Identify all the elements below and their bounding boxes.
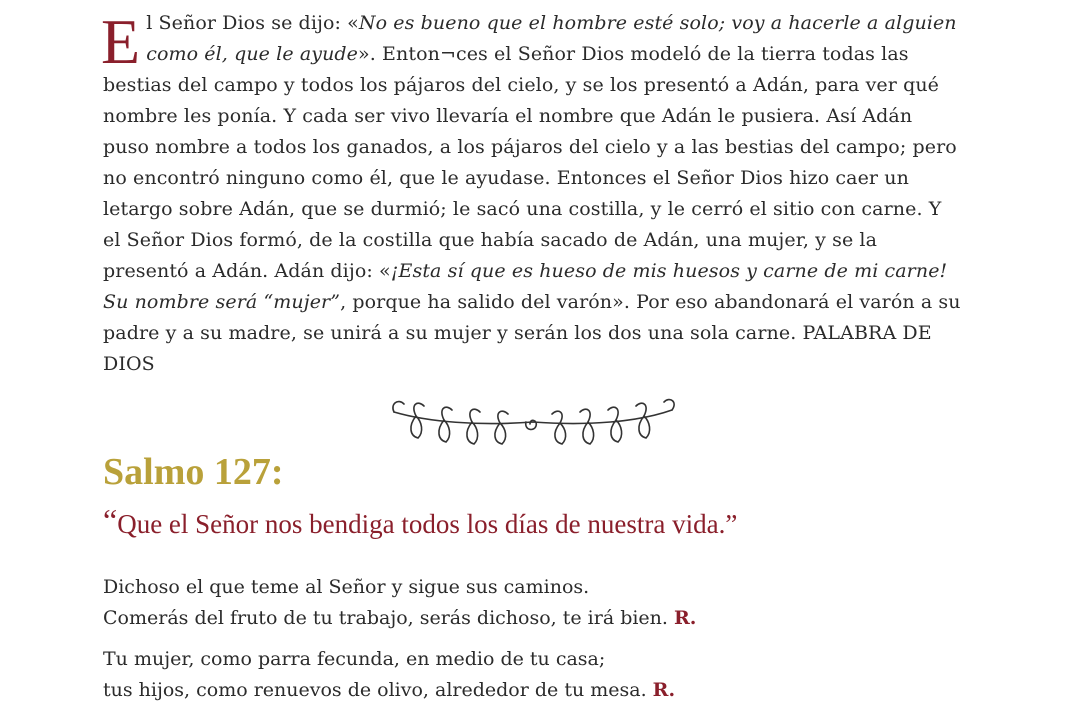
document-page (103, 8, 963, 706)
reading-text-3: , porque ha salido del varón». Por eso abandonará el varón a su padre y a su madre, se unirá a su mujer y serán los dos una sola carne. PALABRA DE DIOS (103, 291, 961, 375)
reading-text-1: l Señor Dios se dijo: « (146, 12, 359, 34)
psalm-antiphon (103, 502, 963, 542)
stanza-line: Dichoso el que teme al Señor y sigue sus caminos. (103, 576, 590, 598)
stanza-line: Tu mujer, como parra fecunda, en medio de tu casa; (103, 648, 606, 670)
reading-text-2: ». Enton¬ces el Señor Dios modeló de la tierra todas las bestias del campo y todos los pájaros del cielo, y se los presentó a Adán, para ver qué nombre les ponía. Y cada ser vivo llevaría el nombre que Adán le pusiera. Así Adán puso nombre a todos los ganados, a los pájaros del cielo y a las bestias del campo; pero no encontró ninguno como él, que le ayudase. Entonces el Señor Dios hizo caer un letargo sobre Adán, que se durmió; le sacó una costilla, y le cerró el sitio con carne. Y el Señor Dios formó, de la costilla que había sacado de Adán, una mujer, y se la presentó a Adán. Adán dijo: « (103, 43, 957, 282)
response-marker: R. (652, 679, 676, 701)
antiphon-open-quote: “ (103, 502, 118, 538)
psalm-title: Salmo 127: (103, 451, 284, 493)
reading-quote-2: ¡Esta sí que es hueso de mis huesos y carne de mi carne! Su nombre será “mujer” (103, 260, 948, 313)
psalm-stanza (103, 572, 963, 634)
response-marker: R. (674, 607, 697, 629)
antiphon-close-quote: ” (725, 509, 738, 539)
first-reading (103, 8, 963, 380)
reading-quote-1: No es bueno que el hombre esté solo; voy a hacerle a alguien como él, que le ayude (146, 12, 957, 65)
stanza-line: tus hijos, como renuevos de olivo, alrededor de tu mesa. (103, 679, 647, 701)
leaf-vine-divider-icon (388, 392, 678, 448)
antiphon-text: Que el Señor nos bendiga todos los días de nuestra vida. (117, 509, 726, 539)
stanza-line: Comerás del fruto de tu trabajo, serás dichoso, te irá bien. (103, 607, 668, 629)
psalm-stanza (103, 644, 963, 706)
drop-cap: E (101, 6, 141, 77)
